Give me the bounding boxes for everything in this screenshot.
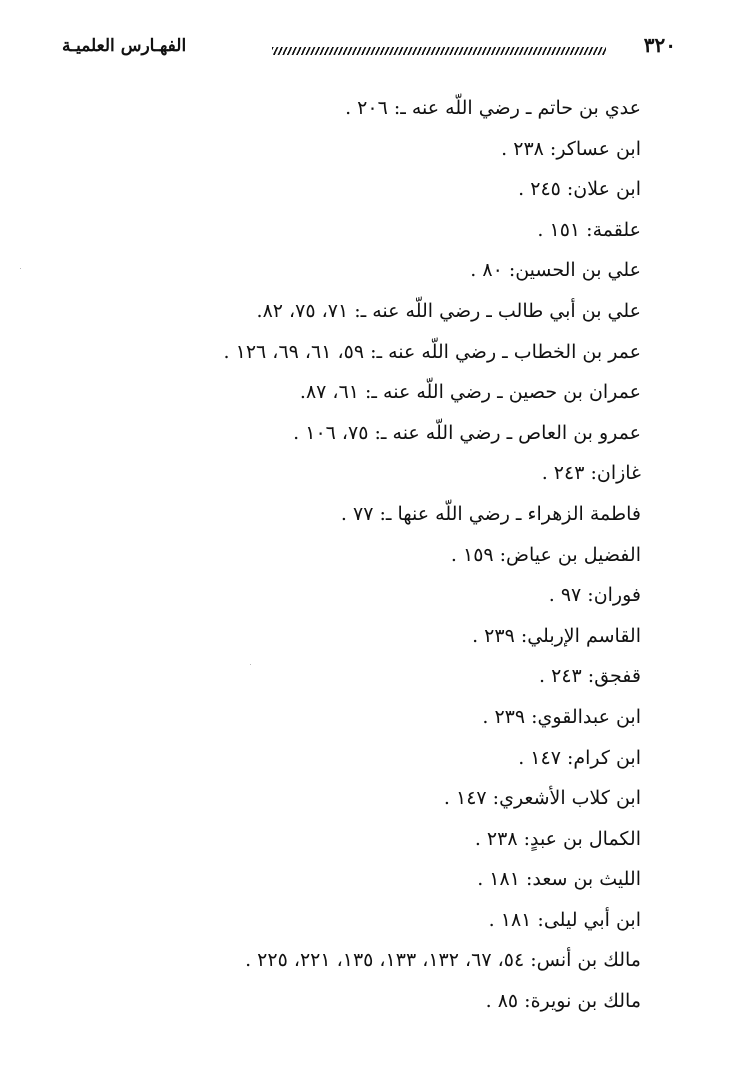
- index-entry: عمران بن حصين ـ رضي اللّه عنه ـ: ٦١، ٨٧.: [299, 381, 641, 404]
- index-entry: عمرو بن العاص ـ رضي اللّه عنه ـ: ٧٥، ١٠٦ .: [293, 421, 641, 444]
- index-entry: غازان: ٢٤٣ .: [541, 462, 641, 485]
- index-entry: علي بن الحسين: ٨٠ .: [470, 259, 641, 282]
- header-ornamental-rule: [272, 47, 606, 55]
- index-entry: ابن علان: ٢٤٥ .: [518, 178, 641, 201]
- page-number: ٣٢٠: [643, 33, 676, 57]
- index-entry: الفضيل بن عياض: ١٥٩ .: [450, 543, 641, 566]
- index-entry: علي بن أبي طالب ـ رضي اللّه عنه ـ: ٧١، ٧٥، ٨٢.: [256, 299, 641, 322]
- index-entry: ابن عبدالقوي: ٢٣٩ .: [482, 705, 641, 728]
- index-entry: مالك بن أنس: ٥٤، ٦٧، ١٣٢، ١٣٣، ١٣٥، ٢٢١، ٢٢٥ .: [245, 949, 641, 972]
- index-entry: ابن كرام: ١٤٧ .: [518, 746, 641, 769]
- index-entry: الليث بن سعد: ١٨١ .: [477, 868, 641, 891]
- index-entry: فاطمة الزهراء ـ رضي اللّه عنها ـ: ٧٧ .: [340, 502, 641, 525]
- index-entry: فوران: ٩٧ .: [548, 584, 641, 607]
- index-entry: القاسم الإربلي: ٢٣٩ .: [472, 624, 641, 647]
- scan-speck: [250, 664, 251, 665]
- scan-speck: [20, 268, 21, 269]
- index-entry: ابن عساكر: ٢٣٨ .: [501, 137, 641, 160]
- index-entry: مالك بن نويرة: ٨٥ .: [485, 990, 641, 1013]
- index-entry: علقمة: ١٥١ .: [537, 218, 641, 241]
- index-entry: ابن كلاب الأشعري: ١٤٧ .: [443, 787, 641, 810]
- index-entries-list: [81, 88, 641, 1022]
- index-entry: الكمال بن عبدٍ: ٢٣٨ .: [474, 827, 641, 850]
- index-entry: قفجق: ٢٤٣ .: [539, 665, 641, 688]
- index-entry: ابن أبي ليلى: ١٨١ .: [488, 908, 641, 931]
- index-entry: عمر بن الخطاب ـ رضي اللّه عنه ـ: ٥٩، ٦١، ٦٩، ١٢٦ .: [223, 340, 641, 363]
- running-header-title: الفهـارس العلميـة: [62, 36, 187, 56]
- index-entry: عدي بن حاتم ـ رضي اللّه عنه ـ: ٢٠٦ .: [345, 97, 641, 119]
